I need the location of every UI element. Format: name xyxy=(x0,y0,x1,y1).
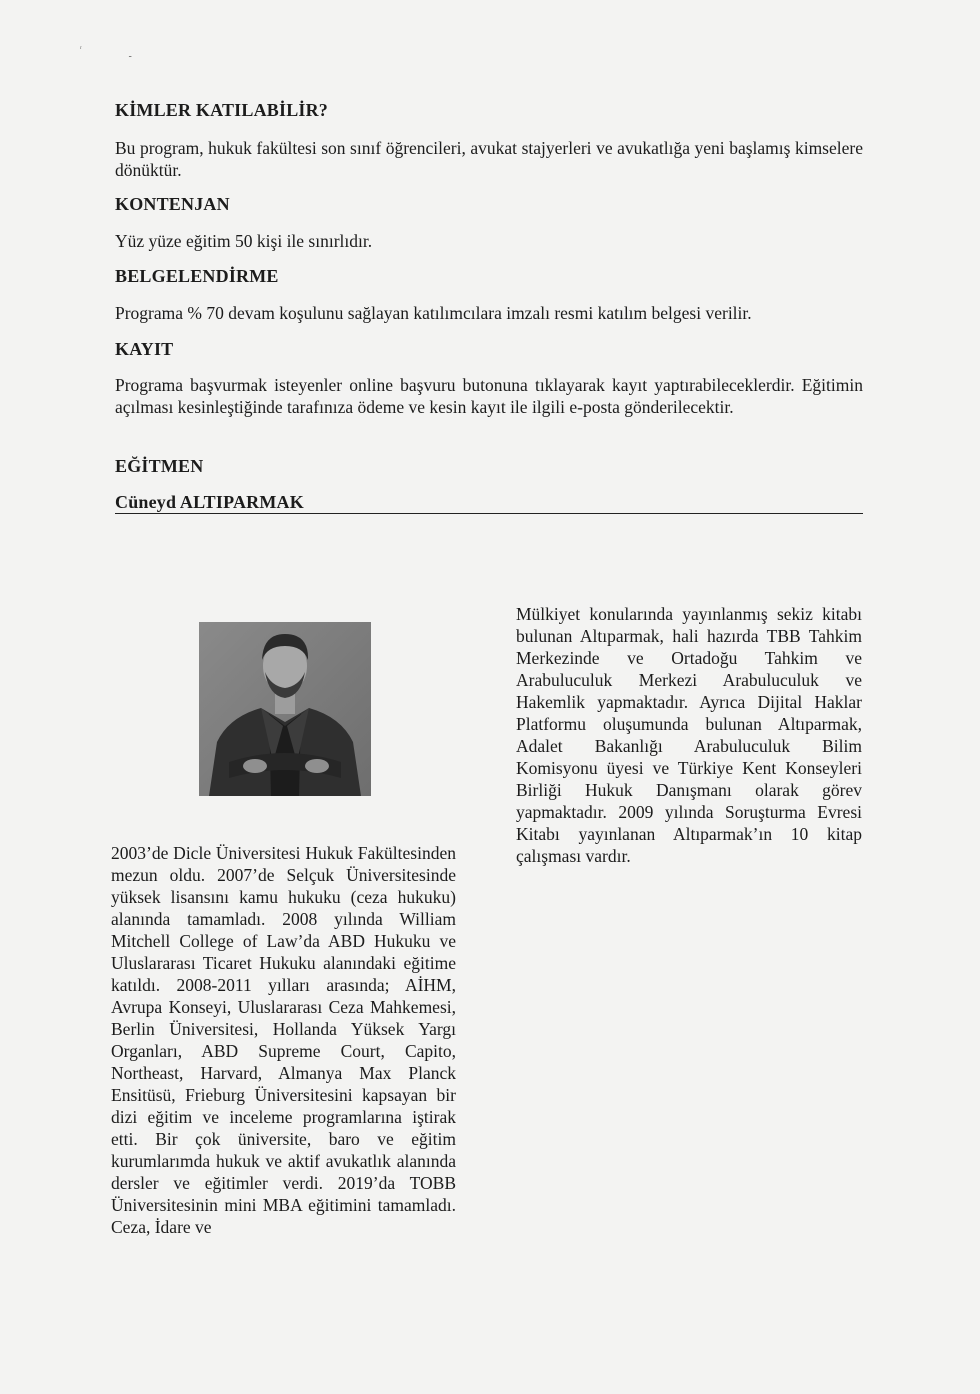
certificate-heading: BELGELENDİRME xyxy=(115,266,279,286)
bio-right-column: Mülkiyet konularında yayınlanmış sekiz kitabı bulunan Altıparmak, hali hazırda TBB Tahkim Merkezinde ve Ortadoğu Tahkim ve Arabuluculuk Merkezi Arabuluculuk ve Hakemlik yapmaktadır. Ayrıca Dijital Haklar Platformu oluşumunda bulunan Altıparmak, Adalet Bakanlığı Arabuluculuk Bilim Komisyonu üyesi ve Türkiye Kent Konseyleri Birliği Hukuk Danışmanı olarak görev yapmaktadır. 2009 yılında Soruşturma Evresi Kitabı yayınlanan Altıparmak’ın 10 kitap çalışması vardır. xyxy=(516,604,862,866)
scan-mark: ـ xyxy=(129,50,132,59)
who-can-attend-heading: KİMLER KATILABİLİR? xyxy=(115,100,329,120)
person-portrait-icon xyxy=(199,622,371,796)
instructor-heading: EĞİTMEN xyxy=(115,456,204,476)
registration-text: Programa başvurmak isteyenler online başvuru butonuna tıklayarak kayıt yaptırabileceklerdir. Eğitimin açılması kesinleştiğinde tarafınıza ödeme ve kesin kayıt ile ilgili e-posta gönderilecektir. xyxy=(115,375,863,417)
divider-rule xyxy=(115,513,863,514)
instructor-name: Cüneyd ALTIPARMAK xyxy=(115,492,304,512)
certificate-text: Programa % 70 devam koşulunu sağlayan katılımcılara imzalı resmi katılım belgesi verilir. xyxy=(115,303,752,323)
quota-text: Yüz yüze eğitim 50 kişi ile sınırlıdır. xyxy=(115,231,373,251)
instructor-photo xyxy=(199,622,371,796)
quota-heading: KONTENJAN xyxy=(115,194,230,214)
registration-heading: KAYIT xyxy=(115,339,174,359)
scan-mark: ʳ xyxy=(80,44,82,53)
bio-left-column: 2003’de Dicle Üniversitesi Hukuk Fakültesinden mezun oldu. 2007’de Selçuk Üniversitesinde yüksek lisansını kamu hukuku (ceza hukuku) alanında tamamladı. 2008 yılında William Mitchell College of Law’da ABD Hukuku ve Uluslararası Ticaret Hukuku alanındaki eğitime katıldı. 2008-2011 yılları arasında; AİHM, Avrupa Konseyi, Uluslararası Ceza Mahkemesi, Berlin Üniversitesi, Hollanda Yüksek Yargı Organları, ABD Supreme Court, Capito, Northeast, Harvard, Almanya Max Planck Ensitüsü, Frieburg Üniversitesini kapsayan bir dizi eğitim ve inceleme programlarına iştirak etti. Bir çok üniversite, baro ve eğitim kurumlarımda hukuk ve aktif avukatlık alanında dersler ve eğitimler verdi. 2019’da TOBB Üniversitesinin mini MBA eğitimini tamamladı. Ceza, İdare ve xyxy=(111,843,456,1237)
who-can-attend-text: Bu program, hukuk fakültesi son sınıf öğrencileri, avukat stajyerleri ve avukatlığa yeni başlamış kimselere dönüktür. xyxy=(115,138,863,180)
